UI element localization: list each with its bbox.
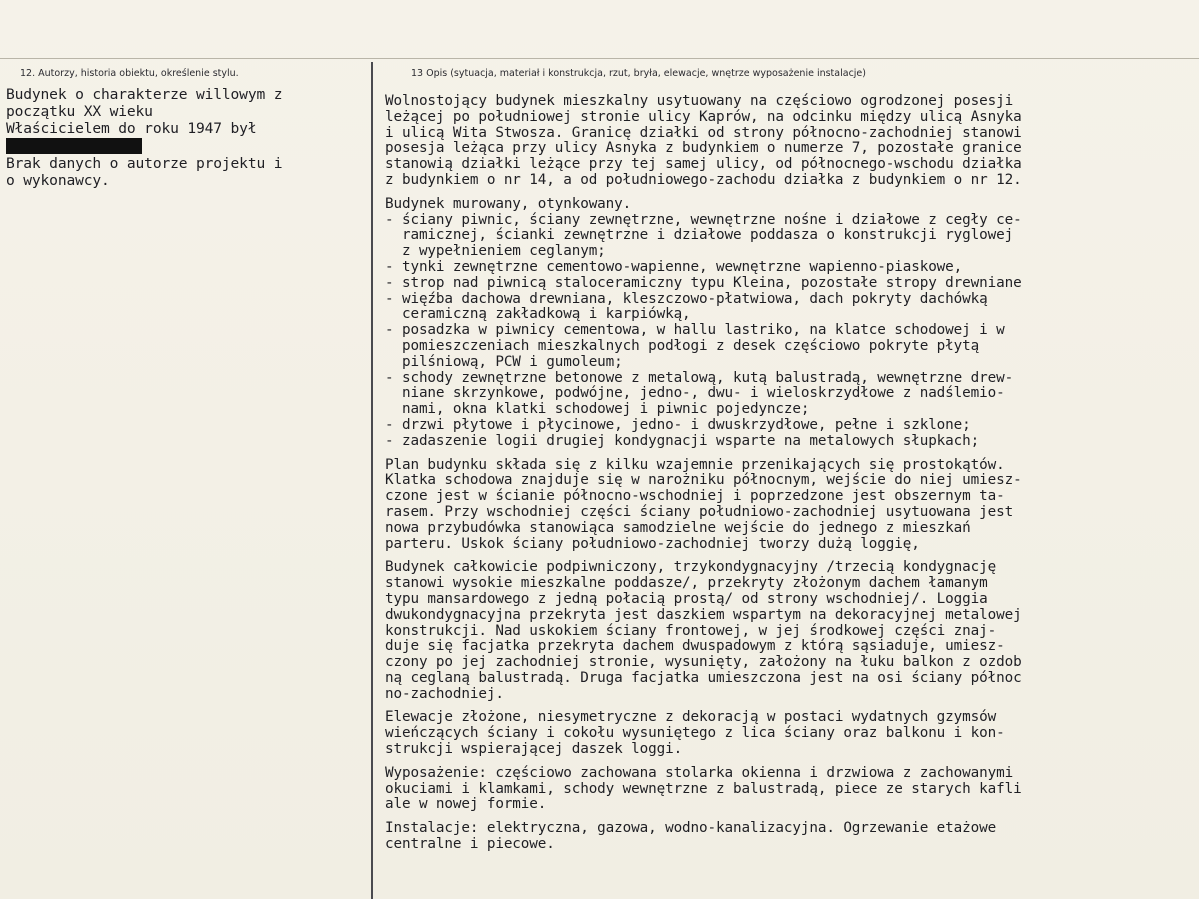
text-line: ną ceglaną balustradą. Druga facjatka umieszczona jest na osi ściany północ	[385, 669, 1022, 686]
text-line: nami, okna klatki schodowej i piwnic pojedyncze;	[385, 401, 810, 418]
text-line: Wolnostojący budynek mieszkalny usytuowany na częściowo ogrodzonej posesji	[385, 93, 1014, 109]
text-line: pilśniową, PCW i gumoleum;	[385, 353, 623, 370]
column-divider	[371, 62, 373, 899]
text-line: Elewacje złożone, niesymetryczne z dekoracją w postaci wydatnych gzymsów	[385, 709, 997, 726]
plan-paragraph	[385, 458, 1185, 553]
text-line: ceramiczną zakładkową i karpiówką,	[385, 306, 691, 323]
text-line: Budynek całkowicie podpiwniczony, trzykondygnacyjny /trzecią kondygnację	[385, 559, 997, 576]
text-line: niane skrzynkowe, podwójne, jedno-, dwu- i wieloskrzydłowe z nadślemio-	[385, 385, 1005, 402]
redaction-block	[6, 138, 142, 154]
text-line: no-zachodniej.	[385, 685, 504, 702]
text-line: - więźba dachowa drewniana, kleszczowo-płatwiowa, dach pokryty dachówką	[385, 290, 988, 307]
authors-history-text	[6, 86, 366, 189]
text-line: z wypełnieniem ceglanym;	[385, 243, 606, 260]
text-line: wieńczących ściany i cokołu wysuniętego z lica ściany oraz balkonu i kon-	[385, 725, 1005, 742]
text-line: parteru. Uskok ściany południowo-zachodniej tworzy dużą loggię,	[385, 535, 920, 552]
text-line: posesja leżąca przy ulicy Asnyka z budynkiem o numerze 7, pozostałe granice	[385, 140, 1022, 157]
text-line: - ściany piwnic, ściany zewnętrzne, wewnętrzne nośne i działowe z cegły ce-	[385, 211, 1022, 228]
text-line: i ulicą Wita Stwosza. Granicę działki od strony północno-zachodniej stanowi	[385, 124, 1022, 141]
installations-paragraph	[385, 821, 1185, 853]
text-line: - strop nad piwnicą staloceramiczny typu Kleina, pozostałe stropy drewniane	[385, 274, 1022, 291]
text-line: nowa przybudówka stanowiąca samodzielne wejście do jednego z mieszkań	[385, 519, 971, 536]
text-line: Wyposażenie: częściowo zachowana stolarka okienna i drzwiowa z zachowanymi	[385, 764, 1014, 781]
equipment-paragraph	[385, 766, 1185, 813]
text-line: - zadaszenie logii drugiej kondygnacji wsparte na metalowych słupkach;	[385, 432, 980, 449]
text-line: Budynek murowany, otynkowany.	[385, 195, 632, 212]
form-paragraph	[385, 560, 1185, 702]
text-line: strukcji wspierającej daszek loggi.	[385, 741, 683, 758]
text-line: okuciami i klamkami, schody wewnętrzne z balustradą, piece ze starych kafli	[385, 780, 1022, 797]
text-line: - drzwi płytowe i płycinowe, jedno- i dwuskrzydłowe, pełne i szklone;	[385, 416, 971, 433]
text-line: - schody zewnętrzne betonowe z metalową, kutą balustradą, wewnętrzne drew-	[385, 369, 1014, 386]
text-line: pomieszczeniach mieszkalnych podłogi z desek częściowo pokryte płytą	[385, 337, 980, 354]
materials-list	[385, 197, 1185, 450]
situation-paragraph	[385, 94, 1185, 189]
text-line: stanowią działki leżące przy tej samej ulicy, od północnego-wschodu działka	[385, 156, 1022, 173]
text-line: Instalacje: elektryczna, gazowa, wodno-kanalizacyjna. Ogrzewanie etażowe	[385, 820, 997, 837]
text-line: typu mansardowego z jedną połacią prostą/ od strony wschodniej/. Loggia	[385, 590, 988, 607]
text-line: Budynek o charakterze willowym z	[6, 86, 283, 103]
text-line: czone jest w ścianie północno-wschodniej i poprzedzone jest obszernym ta-	[385, 488, 1005, 505]
description-text	[385, 94, 1185, 853]
text-line: - tynki zewnętrzne cementowo-wapienne, wewnętrzne wapienno-piaskowe,	[385, 258, 963, 275]
text-line: ale w nowej formie.	[385, 796, 547, 813]
section-12-header: 12. Autorzy, historia obiektu, określenie stylu.	[20, 68, 239, 79]
text-line: początku XX wieku	[6, 103, 153, 121]
text-line: Klatka schodowa znajduje się w narożniku północnym, wejście do niej umiesz-	[385, 472, 1022, 489]
text-line: duje się facjatka przekryta dachem dwuspadowym z którą sąsiaduje, umiesz-	[385, 638, 1005, 655]
text-line: centralne i piecowe.	[385, 836, 555, 853]
elevations-paragraph	[385, 710, 1185, 757]
section-13-header: 13 Opis (sytuacja, materiał i konstrukcja, rzut, bryła, elewacje, wnętrze wyposażenie instalacje)	[411, 68, 866, 79]
text-line: rasem. Przy wschodniej części ściany południowo-zachodniej usytuowana jest	[385, 503, 1014, 520]
text-line: o wykonawcy.	[6, 172, 110, 190]
text-line: stanowi wysokie mieszkalne poddasze/, przekryty złożonym dachem łamanym	[385, 575, 988, 592]
text-line: Właścicielem do roku 1947 był	[6, 120, 257, 138]
text-line: leżącej po południowej stronie ulicy Kaprów, na odcinku między ulicą Asnyka	[385, 108, 1022, 125]
text-line: dwukondygnacyjna przekryta jest daszkiem wspartym na dekoracyjnej metalowej	[385, 606, 1022, 623]
text-line: z budynkiem o nr 14, a od południowego-zachodu działka z budynkiem o nr 12.	[385, 171, 1022, 188]
text-line: czony po jej zachodniej stronie, wysunięty, założony na łuku balkon z ozdob	[385, 654, 1022, 671]
text-line: Plan budynku składa się z kilku wzajemnie przenikających się prostokątów.	[385, 456, 1005, 473]
form-top-rule	[0, 58, 1199, 59]
text-line: - posadzka w piwnicy cementowa, w hallu lastriko, na klatce schodowej i w	[385, 322, 1005, 339]
redacted-owner-line	[6, 138, 366, 155]
text-line: ramicznej, ścianki zewnętrzne i działowe poddasza o konstrukcji ryglowej	[385, 227, 1014, 244]
text-line: Brak danych o autorze projektu i	[6, 154, 283, 172]
text-line: konstrukcji. Nad uskokiem ściany frontowej, w jej środkowej części znaj-	[385, 622, 997, 639]
